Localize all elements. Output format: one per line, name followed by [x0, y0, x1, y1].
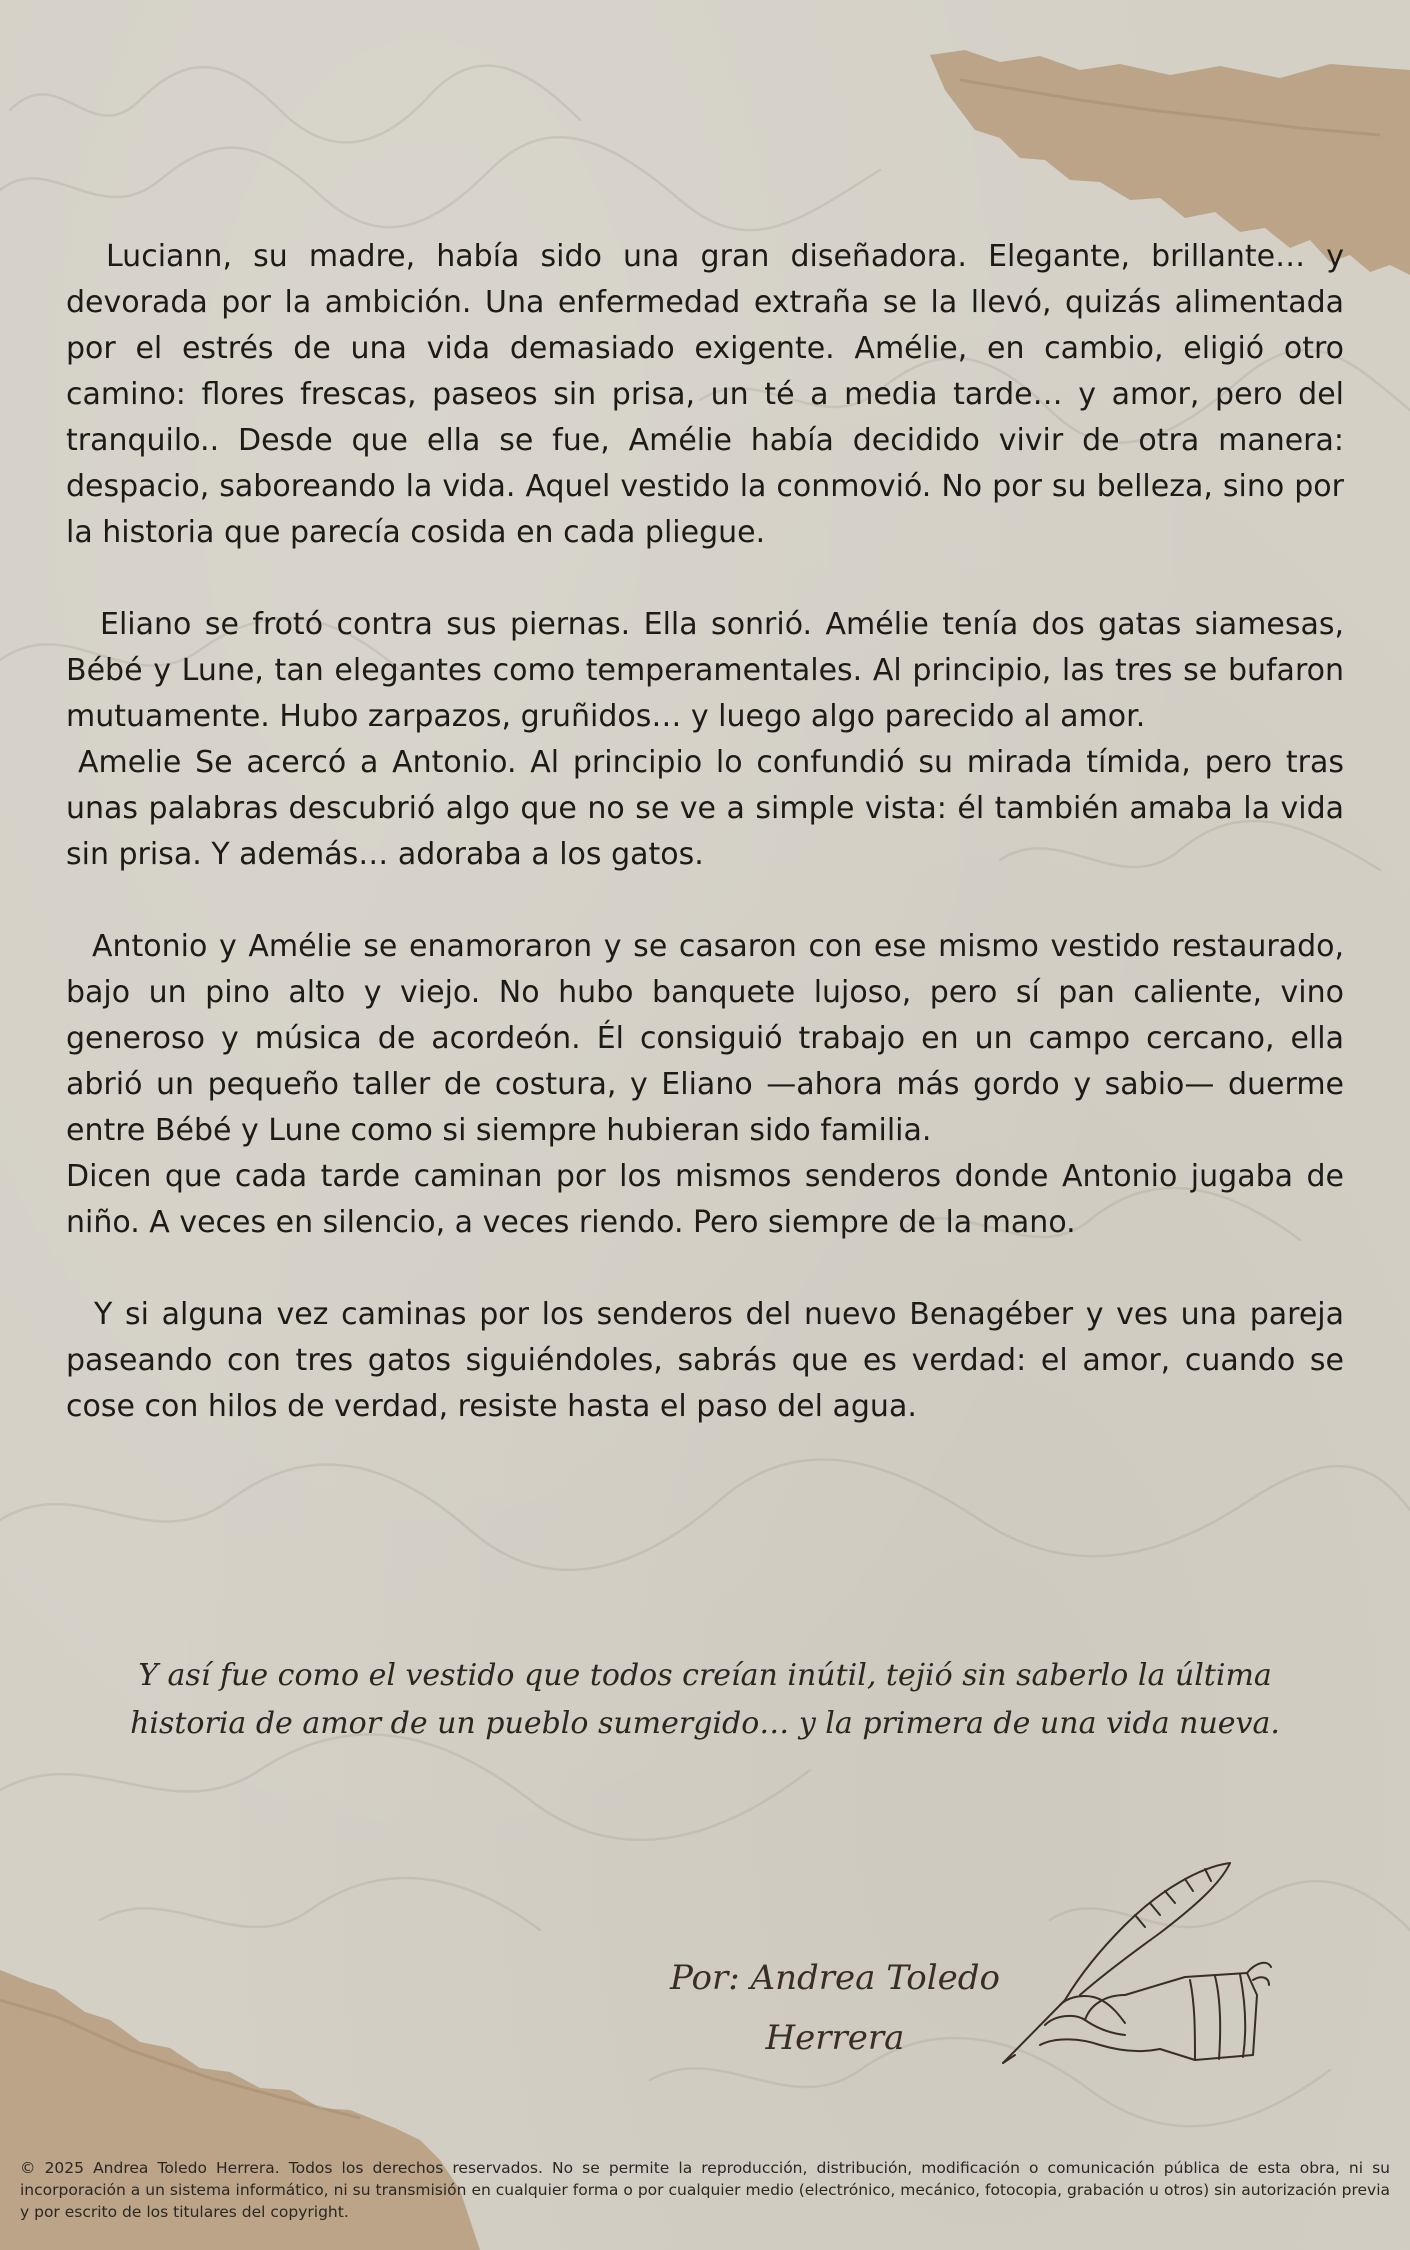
story-paragraph: Y si alguna vez caminas por los senderos del nuevo Benagéber y ves una pareja paseando con tres gatos siguiéndoles, sabrás que es verdad: el amor, cuando se cose con hilos de verdad, resiste hasta el paso del agua. — [66, 1297, 1344, 1424]
story-paragraph: Dicen que cada tarde caminan por los mismos senderos donde Antonio jugaba de niño. A veces en silencio, a veces riendo. Pero siempre de la mano. — [66, 1159, 1344, 1240]
story-paragraph: Luciann, su madre, había sido una gran diseñadora. Elegante, brillante… y devorada por la ambición. Una enfermedad extraña se la llevó, quizás alimentada por el estrés de una vida demasiado exigente. Amélie, en cambio, eligió otro camino: flores frescas, paseos sin prisa, un té a media tarde… y amor, pero del tranquilo.. Desde que ella se fue, Amélie había decidido vivir de otra manera: despacio, saboreando la vida. Aquel vestido la conmovió. No por su belleza, sino por la historia que parecía cosida en cada pliegue. — [66, 239, 1344, 550]
copyright-notice: © 2025 Andrea Toledo Herrera. Todos los derechos reservados. No se permite la reproducción, distribución, modificación o comunicación pública de esta obra, ni su incorporación a un sistema informático, ni su transmisión en cualquier forma o por cualquier medio (electrónico, mecánico, fotocopia, grabación u otros) sin autorización previa y por escrito de los titulares del copyright. — [20, 2159, 1390, 2221]
story-paragraph: Eliano se frotó contra sus piernas. Ella sonrió. Amélie tenía dos gatas siamesas, Bébé y Lune, tan elegantes como temperamentales. Al principio, las tres se bufaron mutuamente. Hubo zarpazos, gruñidos… y luego algo parecido al amor. — [66, 607, 1344, 734]
story-paragraph: Amelie Se acercó a Antonio. Al principio lo confundió su mirada tímida, pero tras unas palabras descubrió algo que no se ve a simple vista: él también amaba la vida sin prisa. Y además… adoraba a los gatos. — [66, 745, 1344, 872]
author-line-1: Por: Andrea Toledo — [670, 1958, 1000, 1998]
author-line-2: Herrera — [765, 2018, 905, 2058]
author-signature — [640, 1948, 1030, 2068]
story-text — [66, 234, 1344, 1430]
closing-line: Y así fue como el vestido que todos creían inútil, tejió sin saberlo la última historia de amor de un pueblo sumergido… y la primera de una vida nueva. — [130, 1658, 1280, 1741]
quill-hand-icon — [985, 1855, 1275, 2070]
story-paragraph: Antonio y Amélie se enamoraron y se casaron con ese mismo vestido restaurado, bajo un pino alto y viejo. No hubo banquete lujoso, pero sí pan caliente, vino generoso y música de acordeón. Él consiguió trabajo en un campo cercano, ella abrió un pequeño taller de costura, y Eliano —ahora más gordo y sabio— duerme entre Bébé y Lune como si siempre hubieran sido familia. — [66, 929, 1344, 1148]
